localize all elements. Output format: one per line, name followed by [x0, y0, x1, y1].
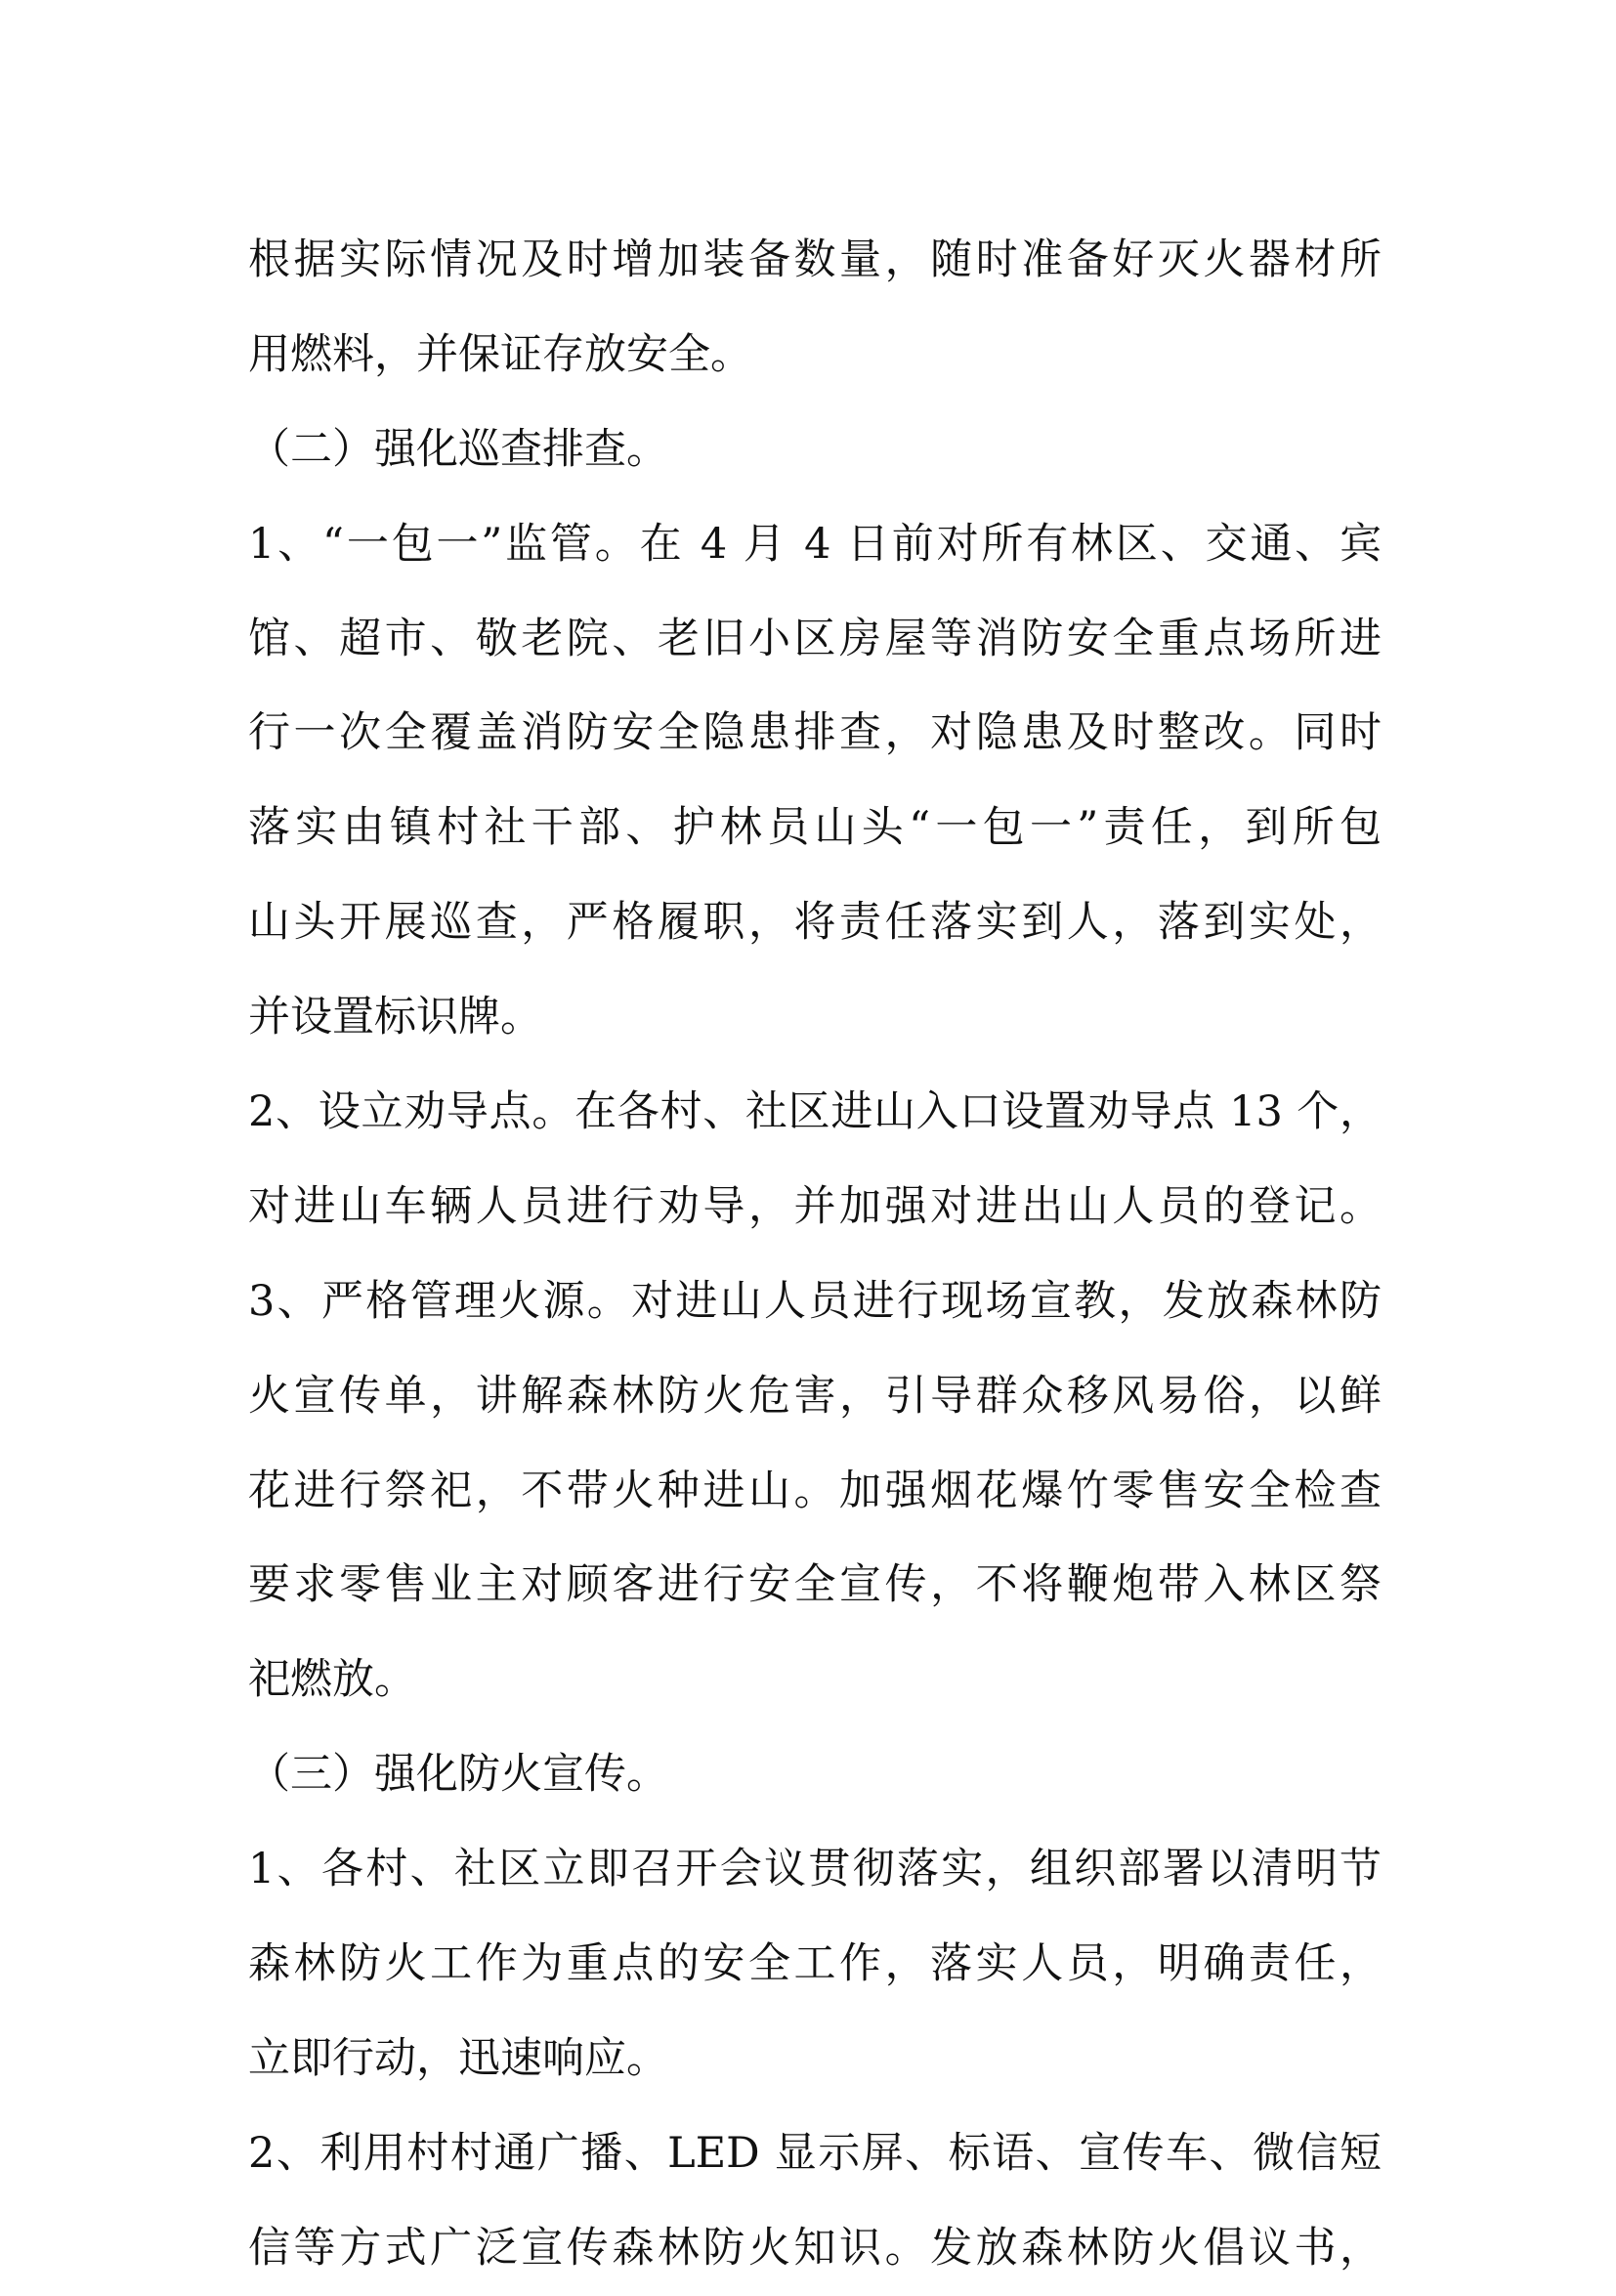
text-line: 祀燃放。	[248, 1655, 416, 1705]
document-body	[248, 213, 1382, 2296]
text-line: 2、利用村村通广播、LED 显示屏、标语、宣传车、微信短	[248, 2128, 1382, 2178]
text-line: 馆、超市、敬老院、老旧小区房屋等消防安全重点场所进	[248, 614, 1382, 663]
text-line: 花进行祭祀，不带火种进山。加强烟花爆竹零售安全检查	[248, 1466, 1382, 1515]
text-line: 1、“一包一”监管。在 4 月 4 日前对所有林区、交通、宾	[248, 519, 1382, 569]
section-heading: （三）强化防火宣传。	[248, 1750, 668, 1800]
text-line: 1、各村、社区立即召开会议贯彻落实，组织部署以清明节	[248, 1845, 1382, 1894]
text-line: 落实由镇村社干部、护林员山头“一包一”责任，到所包	[248, 803, 1382, 853]
text-line: 并设置标识牌。	[248, 993, 542, 1042]
section-heading: （二）强化巡查排查。	[248, 424, 668, 474]
text-line: 对进山车辆人员进行劝导，并加强对进出山人员的登记。	[248, 1181, 1382, 1231]
text-line: 立即行动，迅速响应。	[248, 2033, 668, 2083]
text-line: 根据实际情况及时增加装备数量，随时准备好灭火器材所	[248, 235, 1382, 284]
text-line: 火宣传单，讲解森林防火危害，引导群众移风易俗，以鲜	[248, 1371, 1382, 1421]
text-line: 森林防火工作为重点的安全工作，落实人员，明确责任，	[248, 1939, 1382, 1989]
text-line: 2、设立劝导点。在各村、社区进山入口设置劝导点 13 个，	[248, 1087, 1382, 1137]
text-line: 信等方式广泛宣传森林防火知识。发放森林防火倡议书，	[248, 2223, 1382, 2273]
text-line: 山头开展巡查，严格履职，将责任落实到人，落到实处，	[248, 898, 1382, 948]
text-line: 要求零售业主对顾客进行安全宣传，不将鞭炮带入林区祭	[248, 1560, 1382, 1610]
text-line: 3、严格管理火源。对进山人员进行现场宣教，发放森林防	[248, 1276, 1382, 1326]
text-line: 用燃料，并保证存放安全。	[248, 329, 752, 379]
text-line: 行一次全覆盖消防安全隐患排查，对隐患及时整改。同时	[248, 708, 1382, 758]
